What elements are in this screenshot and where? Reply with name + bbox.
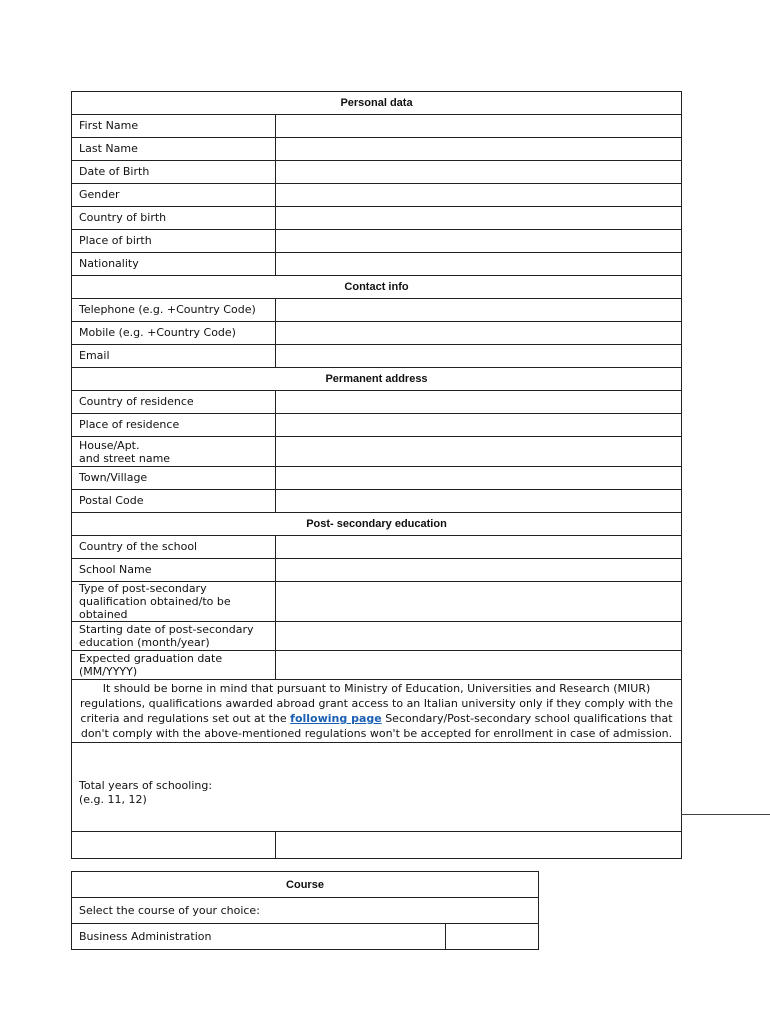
course-choice-box[interactable] [446,924,539,950]
form-row-graduation-date [72,651,682,680]
post-secondary-education-heading: Post- secondary education [72,513,682,536]
field-label: Last Name [72,138,276,161]
field-label: Country of residence [72,391,276,414]
form-row-place-of-birth [72,230,682,253]
field-label: House/Apt. and street name [72,437,276,467]
course-option-row [72,924,539,950]
field-label: Mobile (e.g. +Country Code) [72,322,276,345]
first-name-input[interactable] [276,115,682,138]
town-input[interactable] [276,467,682,490]
form-row-postal-code [72,490,682,513]
form-row-place-of-residence [72,414,682,437]
field-label: Nationality [72,253,276,276]
country-of-birth-input[interactable] [276,207,682,230]
place-of-residence-input[interactable] [276,414,682,437]
form-row-date-of-birth [72,161,682,184]
form-row-start-date [72,622,682,651]
email-input[interactable] [276,345,682,368]
total-years-of-schooling-field[interactable] [72,743,682,832]
form-row-country-of-residence [72,391,682,414]
form-row-school-name [72,559,682,582]
form-row-blank [72,832,682,859]
field-label: Place of residence [72,414,276,437]
place-of-birth-input[interactable] [276,230,682,253]
field-label: Type of post-secondary qualification obtained/to be obtained [72,582,276,622]
school-name-input[interactable] [276,559,682,582]
course-heading: Course [72,872,539,898]
form-row-qualification-type [72,582,682,622]
qualification-type-input[interactable] [276,582,682,622]
blank-cell-right[interactable] [276,832,682,859]
last-name-input[interactable] [276,138,682,161]
field-label: Town/Village [72,467,276,490]
form-row-house-street [72,437,682,467]
note-text-end: Secondary/Post-secondary school qualifications that don't comply with the above-mentioned regulations won't be accepted for enrollment in case of admission. [80,712,673,740]
course-option-business-administration: Business Administration [72,924,446,950]
application-form-table [71,91,682,859]
form-row-last-name [72,138,682,161]
form-row-mobile [72,322,682,345]
field-label: Telephone (e.g. +Country Code) [72,299,276,322]
country-of-school-input[interactable] [276,536,682,559]
field-label: First Name [72,115,276,138]
form-row-nationality [72,253,682,276]
contact-info-heading: Contact info [72,276,682,299]
field-label: Place of birth [72,230,276,253]
field-label: Date of Birth [72,161,276,184]
field-label: Expected graduation date (MM/YYYY) [72,651,276,680]
start-date-input[interactable] [276,622,682,651]
following-page-link[interactable]: following page [290,712,382,725]
form-row-country-of-school [72,536,682,559]
field-label: Postal Code [72,490,276,513]
course-select-label: Select the course of your choice: [72,898,539,924]
course-table [71,871,539,950]
total-years-example: (e.g. 11, 12) [79,793,147,806]
form-row-email [72,345,682,368]
date-of-birth-input[interactable] [276,161,682,184]
field-label: Email [72,345,276,368]
form-row-town [72,467,682,490]
permanent-address-heading: Permanent address [72,368,682,391]
field-label: School Name [72,559,276,582]
field-label: Starting date of post-secondary education (month/year) [72,622,276,651]
horizontal-rule [681,814,770,815]
form-row-gender [72,184,682,207]
form-row-first-name [72,115,682,138]
telephone-input[interactable] [276,299,682,322]
field-label: Country of birth [72,207,276,230]
country-of-residence-input[interactable] [276,391,682,414]
house-street-input[interactable] [276,437,682,467]
field-label: Country of the school [72,536,276,559]
blank-cell-left[interactable] [72,832,276,859]
nationality-input[interactable] [276,253,682,276]
field-label: Gender [72,184,276,207]
miur-regulations-note [72,680,682,743]
note-text-start: It should be borne in mind that pursuant to Ministry of Education, Universities and Research (MIUR) regulations, qualifications awarded abroad grant access to an Italian university only if they comply with the criteria and regulations set out at the [80,682,673,725]
form-row-country-of-birth [72,207,682,230]
postal-code-input[interactable] [276,490,682,513]
personal-data-heading: Personal data [72,92,682,115]
form-row-telephone [72,299,682,322]
mobile-input[interactable] [276,322,682,345]
gender-input[interactable] [276,184,682,207]
total-years-label: Total years of schooling: [79,779,213,792]
graduation-date-input[interactable] [276,651,682,680]
